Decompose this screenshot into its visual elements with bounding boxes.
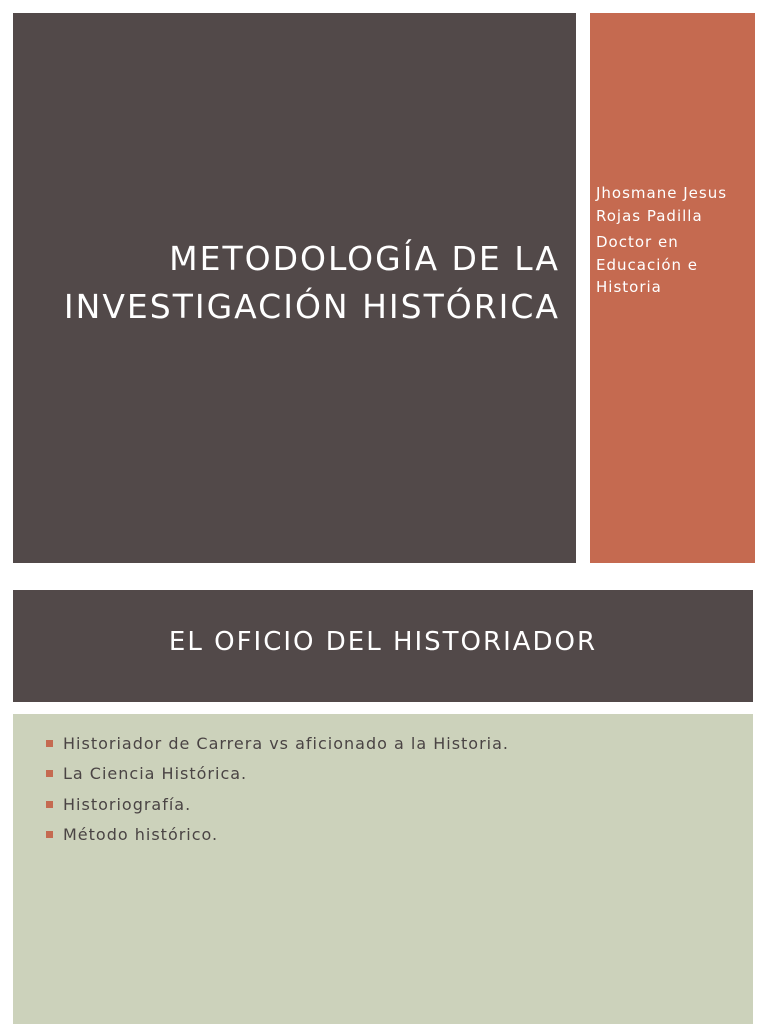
square-bullet-icon: [46, 740, 53, 747]
presentation-title: [64, 235, 560, 331]
author-info: [596, 182, 752, 303]
list-item: [46, 759, 509, 790]
list-item-text: Método histórico.: [63, 825, 219, 845]
title-line-1: METODOLOGÍA DE LA: [169, 239, 560, 278]
author-role: Doctor en Educación e Historia: [596, 233, 699, 296]
author-panel: [590, 13, 755, 563]
list-item-text: La Ciencia Histórica.: [63, 764, 248, 784]
list-item: [46, 820, 509, 851]
list-item: [46, 728, 509, 759]
bullet-list: [46, 728, 509, 850]
section-header: [13, 590, 753, 702]
content-area: [13, 714, 753, 1024]
title-line-2: INVESTIGACIÓN HISTÓRICA: [63, 287, 560, 326]
section-title: EL OFICIO DEL HISTORIADOR: [168, 627, 598, 657]
title-panel: [13, 13, 576, 563]
square-bullet-icon: [46, 770, 53, 777]
list-item-text: Historiografía.: [63, 794, 192, 814]
author-name: Jhosmane Jesus Rojas Padilla: [596, 184, 728, 225]
list-item: [46, 789, 509, 820]
square-bullet-icon: [46, 801, 53, 808]
list-item-text: Historiador de Carrera vs aficionado a la Historia.: [63, 733, 510, 753]
square-bullet-icon: [46, 831, 53, 838]
